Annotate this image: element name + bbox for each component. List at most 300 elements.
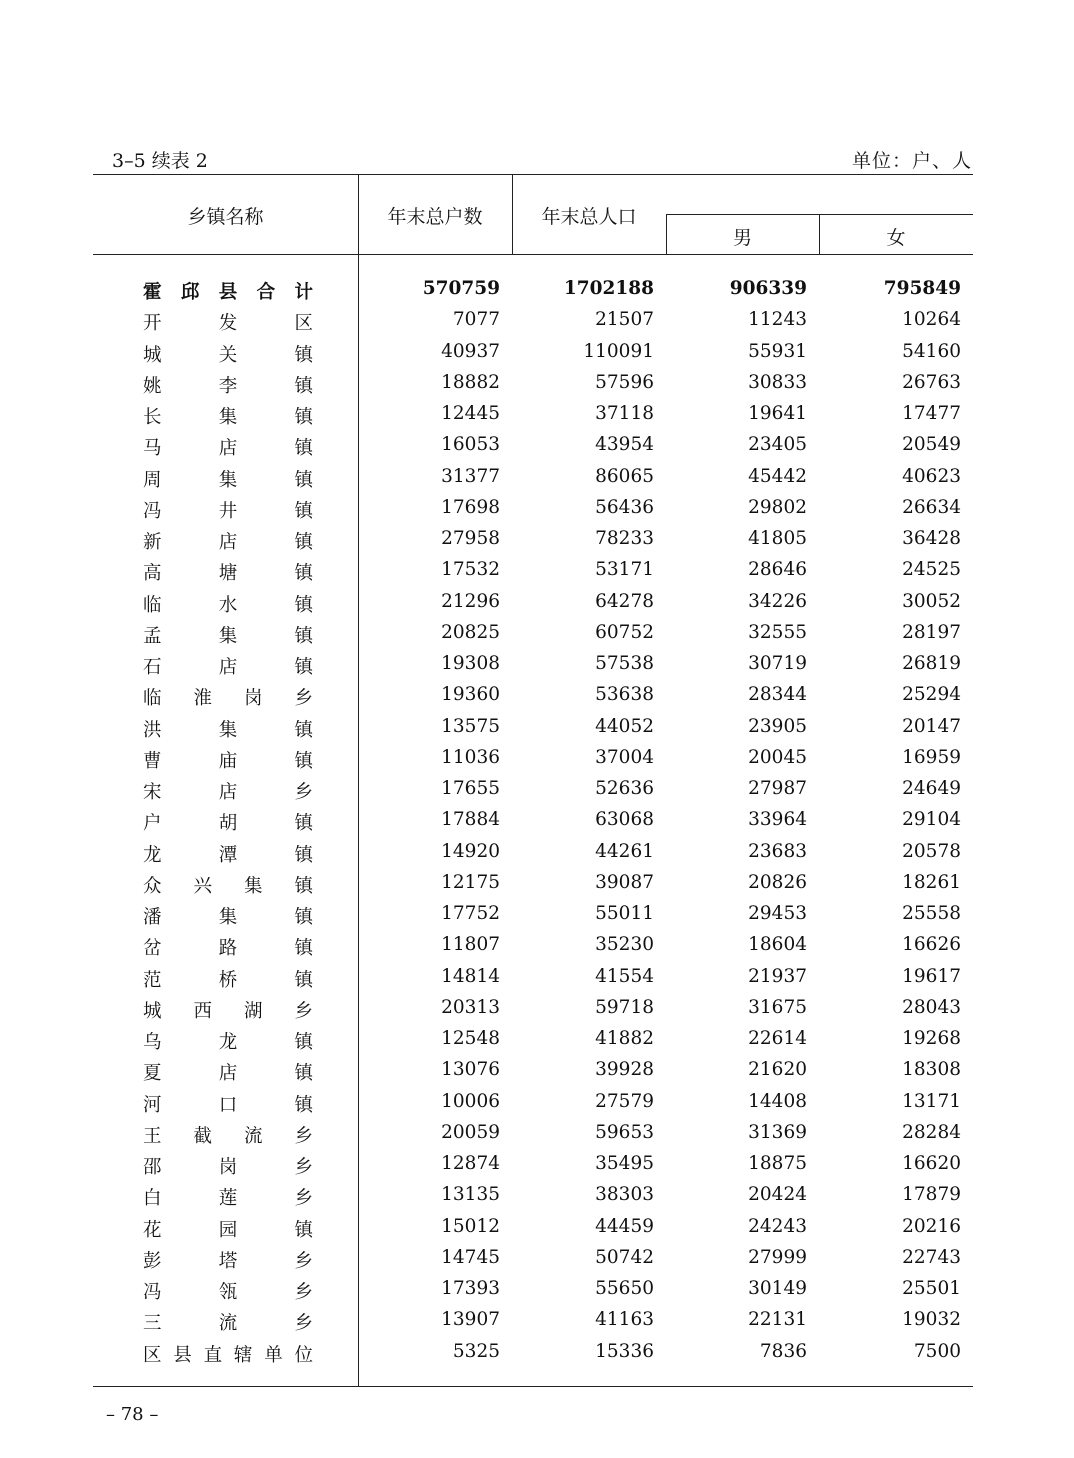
name-char: 王 [143,1125,162,1147]
township-name [143,716,313,742]
name-char: 彭 [143,1250,162,1272]
households-value: 17884 [441,809,500,831]
population-value: 59653 [595,1121,654,1143]
female-value: 13171 [902,1090,961,1112]
total-row [93,275,973,306]
male-value: 45442 [748,465,807,487]
female-value: 25501 [902,1278,961,1299]
table-row [93,1056,973,1087]
households-value: 13575 [441,715,500,737]
township-name [143,1247,313,1273]
table-row [93,838,973,869]
header-bottom-rule [93,254,973,255]
male-value: 906339 [729,278,807,299]
name-char: 宋 [143,782,162,803]
male-value: 22131 [748,1309,807,1331]
households-value: 14920 [441,840,500,862]
households-value: 19308 [441,653,500,674]
name-char: 镇 [294,1032,313,1053]
population-value: 37118 [595,403,654,424]
name-char: 口 [218,1094,238,1116]
population-value: 27579 [595,1090,654,1112]
male-value: 31675 [748,996,807,1018]
table-row [93,806,973,837]
population-value: 86065 [595,465,654,487]
households-value: 17532 [441,559,500,581]
population-value: 39928 [595,1059,654,1081]
households-value: 13135 [441,1184,500,1206]
male-value: 30833 [748,371,807,393]
households-value: 12175 [441,871,500,893]
name-char: 计 [294,282,313,303]
households-value: 18882 [441,371,500,393]
township-name [143,341,313,367]
name-char: 合 [256,282,276,303]
name-char: 集 [218,469,238,491]
female-value: 19032 [902,1309,961,1331]
table-row [93,1181,973,1212]
township-name [143,1059,313,1085]
population-value: 50742 [595,1246,654,1268]
female-value: 29104 [902,809,961,831]
female-value: 17879 [902,1184,961,1206]
township-name [143,966,313,992]
name-char: 镇 [294,500,313,522]
table-row [93,369,973,400]
households-value: 12874 [441,1153,500,1174]
township-name [143,1309,313,1335]
households-value: 15012 [441,1215,500,1237]
name-char: 镇 [294,1094,313,1116]
male-value: 11243 [748,309,807,331]
name-char: 临 [143,594,162,616]
table-row [93,494,973,525]
table-row [93,1119,973,1150]
male-value: 23405 [748,434,807,456]
male-value: 30149 [748,1278,807,1299]
name-char: 临 [143,688,162,710]
name-char: 乌 [143,1032,162,1053]
female-value: 20216 [902,1215,961,1237]
population-value: 38303 [595,1184,654,1206]
table-row [93,869,973,900]
households-value: 5325 [452,1340,500,1362]
table-row [93,306,973,337]
female-value: 36428 [902,528,961,549]
table-caption: 3–5 续表 2 [112,150,208,172]
name-char: 曹 [143,750,162,772]
households-value: 31377 [441,465,500,487]
population-value: 110091 [583,340,654,362]
name-char: 区 [294,313,313,335]
header-male: 男 [732,227,752,249]
township-name [143,1184,313,1210]
name-char: 镇 [294,625,313,647]
name-char: 岗 [218,1157,238,1178]
township-name [143,1278,313,1304]
name-char: 截 [193,1125,212,1147]
male-value: 30719 [748,653,807,674]
table-row [93,744,973,775]
name-char: 霍 [143,282,162,303]
name-char: 乡 [294,1282,313,1303]
table-row [93,1306,973,1337]
name-char: 店 [218,1063,238,1085]
male-value: 14408 [748,1090,807,1112]
households-value: 27958 [441,528,500,549]
population-value: 43954 [595,434,654,456]
name-char: 镇 [294,532,313,553]
households-value: 17752 [441,903,500,924]
population-value: 57596 [595,371,654,393]
name-char: 集 [218,407,238,428]
male-value: 18875 [748,1153,807,1174]
population-value: 21507 [595,309,654,331]
township-name [143,1341,313,1367]
name-char: 城 [143,1000,162,1022]
name-char: 冯 [143,1282,162,1303]
households-value: 17698 [441,496,500,518]
table-row [93,1338,973,1369]
name-char: 镇 [294,469,313,491]
name-char: 辖 [233,1344,253,1366]
name-char: 龙 [218,1032,238,1053]
table-row [93,525,973,556]
female-value: 795849 [883,278,961,299]
name-char: 岔 [143,938,162,960]
name-char: 乡 [294,1250,313,1272]
female-value: 28197 [902,621,961,643]
households-value: 10006 [441,1090,500,1112]
unit-label: 单位：户、人 [851,150,972,172]
township-name [143,747,313,773]
name-char: 关 [218,344,238,366]
male-value: 22614 [748,1028,807,1049]
male-value: 7836 [759,1340,807,1362]
name-char: 河 [143,1094,162,1116]
male-value: 18604 [748,934,807,956]
population-value: 41163 [595,1309,654,1331]
table-row [93,1213,973,1244]
township-name [143,1153,313,1179]
name-char: 镇 [294,750,313,772]
households-value: 570759 [422,278,500,299]
name-char: 镇 [294,657,313,678]
name-char: 园 [218,1219,238,1241]
table-row [93,931,973,962]
name-char: 白 [143,1188,162,1210]
name-char: 镇 [294,875,313,897]
name-char: 井 [218,500,238,522]
female-value: 25294 [902,684,961,706]
name-char: 集 [218,625,238,647]
name-char: 镇 [294,594,313,616]
name-char: 马 [143,438,162,460]
male-value: 24243 [748,1215,807,1237]
name-char: 店 [218,657,238,678]
table-row [93,431,973,462]
households-value: 11036 [441,746,500,768]
table-row [93,588,973,619]
name-char: 店 [218,438,238,460]
name-char: 岗 [243,688,263,710]
female-value: 28284 [902,1121,961,1143]
name-char: 新 [143,532,162,553]
bottom-rule [93,1386,973,1387]
name-char: 姚 [143,375,162,397]
female-value: 17477 [902,403,961,424]
female-value: 28043 [902,996,961,1018]
township-name [143,684,313,710]
township-name [143,622,313,648]
table-body [93,275,973,1369]
table-row [93,900,973,931]
top-rule [93,174,973,175]
header-township-name: 乡镇名称 [187,206,264,228]
female-value: 26819 [902,653,961,674]
population-value: 57538 [595,653,654,674]
name-char: 范 [143,969,162,991]
households-value: 13907 [441,1309,500,1331]
population-value: 53638 [595,684,654,706]
households-value: 17655 [441,778,500,799]
township-name [143,1216,313,1242]
male-value: 21937 [748,965,807,987]
population-value: 41554 [595,965,654,987]
name-char: 镇 [294,813,313,835]
population-value: 44052 [595,715,654,737]
header-female: 女 [886,227,906,249]
table-row [93,1244,973,1275]
table-row [93,338,973,369]
name-char: 邱 [180,282,200,303]
township-name [143,653,313,679]
female-value: 24649 [902,778,961,799]
name-char: 邵 [143,1157,162,1178]
name-char: 直 [203,1344,223,1366]
female-value: 16959 [902,746,961,768]
name-char: 莲 [218,1188,238,1210]
male-value: 19641 [748,403,807,424]
male-value: 55931 [748,340,807,362]
township-name [143,278,313,304]
male-value: 31369 [748,1121,807,1143]
name-char: 乡 [294,1188,313,1210]
name-char: 三 [143,1313,162,1335]
population-value: 44459 [595,1215,654,1237]
female-value: 16620 [902,1153,961,1174]
name-char: 石 [143,657,162,678]
name-char: 冯 [143,500,162,522]
name-char: 店 [218,532,238,553]
male-value: 29453 [748,903,807,924]
name-char: 乡 [294,1157,313,1178]
table-row [93,463,973,494]
name-char: 县 [173,1344,192,1366]
table-row [93,775,973,806]
township-name [143,841,313,867]
population-value: 41882 [595,1028,654,1049]
households-value: 20059 [441,1121,500,1143]
name-char: 镇 [294,375,313,397]
name-char: 镇 [294,907,313,928]
name-char: 镇 [294,719,313,741]
name-char: 乡 [294,782,313,803]
female-value: 40623 [902,465,961,487]
name-char: 乡 [294,1313,313,1335]
name-char: 镇 [294,938,313,960]
name-char: 塔 [218,1250,238,1272]
name-char: 区 [143,1344,162,1366]
male-value: 21620 [748,1059,807,1081]
female-value: 24525 [902,559,961,581]
township-name [143,434,313,460]
table-row [93,681,973,712]
male-value: 20826 [748,871,807,893]
female-value: 16626 [902,934,961,956]
male-value: 33964 [748,809,807,831]
households-value: 11807 [441,934,500,956]
name-char: 桥 [218,969,238,991]
name-char: 店 [218,782,238,803]
households-value: 12548 [441,1028,500,1049]
households-value: 7077 [452,309,500,331]
population-value: 78233 [595,528,654,549]
table-row [93,1025,973,1056]
name-char: 洪 [143,719,162,741]
name-char: 淮 [193,688,212,710]
name-char: 夏 [143,1063,162,1085]
population-value: 44261 [595,840,654,862]
households-value: 20825 [441,621,500,643]
male-value: 41805 [748,528,807,549]
table-row [93,713,973,744]
township-name [143,1091,313,1117]
population-value: 55011 [595,903,654,924]
table-row [93,1275,973,1306]
name-char: 镇 [294,1063,313,1085]
name-char: 孟 [143,625,162,647]
households-value: 17393 [441,1278,500,1299]
households-value: 19360 [441,684,500,706]
female-value: 30052 [902,590,961,612]
male-value: 28646 [748,559,807,581]
households-value: 12445 [441,403,500,424]
township-name [143,309,313,335]
name-char: 长 [143,407,162,428]
name-char: 流 [243,1125,263,1147]
name-char: 镇 [294,407,313,428]
population-value: 59718 [595,996,654,1018]
name-char: 镇 [294,969,313,991]
name-char: 湖 [243,1000,263,1022]
township-name [143,1122,313,1148]
name-char: 位 [294,1344,313,1366]
township-name [143,591,313,617]
female-value: 20549 [902,434,961,456]
name-char: 镇 [294,438,313,460]
township-name [143,809,313,835]
households-value: 16053 [441,434,500,456]
name-char: 周 [143,469,162,491]
female-value: 18308 [902,1059,961,1081]
header-households: 年末总户数 [387,206,483,228]
female-value: 7500 [913,1340,961,1362]
name-char: 县 [218,282,238,303]
population-value: 39087 [595,871,654,893]
households-value: 20313 [441,996,500,1018]
name-char: 集 [243,875,263,897]
table-row [93,400,973,431]
township-name [143,1028,313,1054]
female-value: 18261 [902,871,961,893]
name-char: 兴 [193,875,212,897]
township-name [143,778,313,804]
male-value: 29802 [748,496,807,518]
female-value: 22743 [902,1246,961,1268]
population-value: 56436 [595,496,654,518]
name-char: 李 [218,375,238,397]
name-char: 高 [143,563,162,585]
name-char: 发 [218,313,238,335]
female-value: 20578 [902,840,961,862]
population-value: 1702188 [563,278,654,299]
female-value: 26634 [902,496,961,518]
table-row [93,650,973,681]
name-char: 潭 [218,844,238,866]
name-char: 龙 [143,844,162,866]
name-char: 路 [218,938,238,960]
name-char: 镇 [294,1219,313,1241]
male-value: 27999 [748,1246,807,1268]
name-char: 城 [143,344,162,366]
male-value: 28344 [748,684,807,706]
male-value: 23905 [748,715,807,737]
township-name [143,372,313,398]
table-row [93,1150,973,1181]
header-population: 年末总人口 [541,206,637,228]
households-value: 40937 [441,340,500,362]
name-char: 庙 [218,750,238,772]
population-value: 35230 [595,934,654,956]
households-value: 21296 [441,590,500,612]
name-char: 镇 [294,844,313,866]
township-name [143,403,313,429]
population-value: 55650 [595,1278,654,1299]
female-value: 54160 [902,340,961,362]
male-value: 23683 [748,840,807,862]
population-value: 53171 [595,559,654,581]
male-value: 32555 [748,621,807,643]
name-char: 乡 [294,1000,313,1022]
population-value: 64278 [595,590,654,612]
township-name [143,528,313,554]
township-name [143,466,313,492]
male-value: 34226 [748,590,807,612]
table-row [93,963,973,994]
name-char: 水 [218,594,238,616]
female-value: 26763 [902,371,961,393]
name-char: 胡 [218,813,238,835]
table-row [93,619,973,650]
population-value: 35495 [595,1153,654,1174]
female-value: 19617 [902,965,961,987]
page-number: – 78 – [106,1404,159,1425]
households-value: 14814 [441,965,500,987]
table-row [93,1088,973,1119]
households-value: 13076 [441,1059,500,1081]
name-char: 集 [218,719,238,741]
